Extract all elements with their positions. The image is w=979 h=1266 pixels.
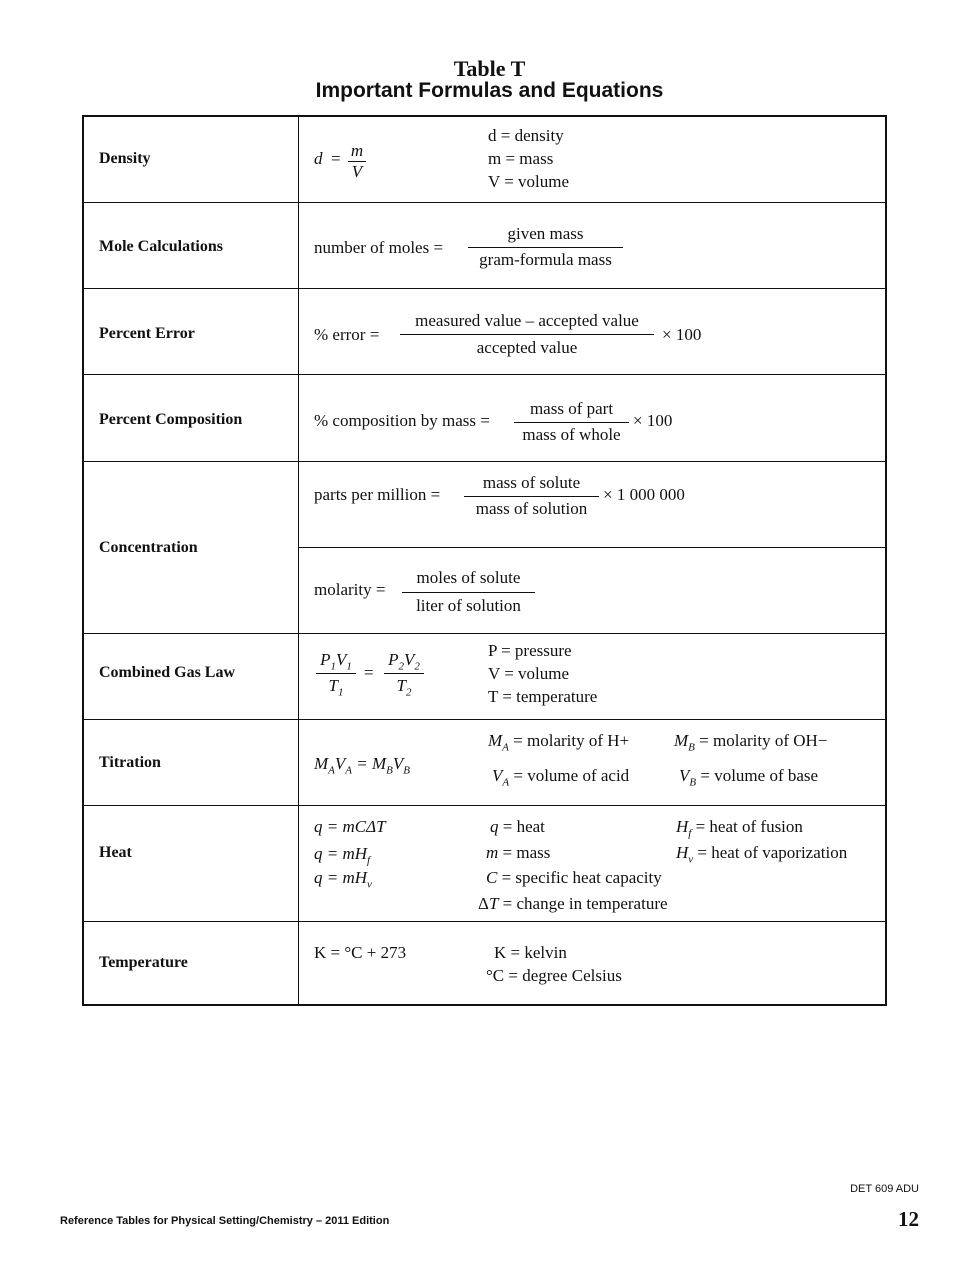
definition-dt: ΔT = change in temperature [478,894,668,913]
definition: T = temperature [488,687,598,706]
definition: d = density [488,126,564,145]
equals-sign: = [364,663,374,682]
formula-lhs: % error = [314,325,380,344]
definition-m: m = mass [486,843,551,862]
numerator: mass of solute [482,473,581,492]
formula-lhs: parts per million = [314,485,441,504]
denominator: mass of whole [522,425,621,444]
definition-va: $V_A$ = volume of acid [492,766,630,789]
symbol-d: d [314,149,323,168]
definition-vb: $V_B$ = volume of base [679,766,819,789]
denominator: liter of solution [416,596,521,615]
equals-sign: = [331,149,341,168]
gas-denominator-1: $T_1$ [328,676,344,699]
formula-lhs: number of moles = [314,238,444,257]
numerator: given mass [507,224,584,243]
titration-equation: $M_AV_A = M_BV_B$ [314,754,411,777]
definition-q: q = heat [490,817,545,836]
denominator: mass of solution [475,499,588,518]
row-label: Percent Error [99,325,195,342]
table-subtitle: Important Formulas and Equations [315,79,664,102]
definition: m = mass [488,149,554,168]
gas-denominator-2: $T_2$ [396,676,412,699]
numerator: measured value – accepted value [415,311,639,330]
row-label: Density [99,150,151,167]
multiplier: × 100 [662,325,702,344]
heat-equation: $q = mH_f$ [314,844,371,867]
definition: V = volume [488,172,570,191]
heat-equation: q = mCΔT [314,817,386,836]
row-label: Percent Composition [99,411,243,428]
denominator: accepted value [476,338,578,357]
row-label: Titration [99,754,161,771]
numerator: moles of solute [416,568,521,587]
temperature-equation: K = °C + 273 [314,943,407,962]
gas-numerator-2: $P_2V_2$ [388,650,420,673]
definition: °C = degree Celsius [486,966,622,985]
row-label: Heat [99,844,132,861]
row-label: Mole Calculations [99,238,223,255]
definition: P = pressure [488,641,572,660]
definition-c: C = specific heat capacity [486,868,662,887]
symbol-v: V [351,162,363,181]
definition-ma: $M_A$ = molarity of H+ [488,731,630,754]
row-label: Concentration [99,539,198,556]
symbol-m: m [350,141,364,160]
row-label: Combined Gas Law [99,664,236,681]
formula-lhs: % composition by mass = [314,411,490,430]
footer-title: Reference Tables for Physical Setting/Chemistry – 2011 Edition [60,1215,390,1227]
numerator: mass of part [529,399,614,418]
definition: V = volume [488,664,570,683]
multiplier: × 100 [633,411,673,430]
definition: K = kelvin [494,943,567,962]
page-number: 12 [898,1207,919,1231]
formulas-table [82,115,887,1006]
definition-hf: $H_f$ = heat of fusion [676,817,803,840]
gas-numerator-1: $P_1V_1$ [320,650,352,673]
row-label: Temperature [99,954,188,971]
document-code: DET 609 ADU [850,1183,919,1195]
multiplier: × 1 000 000 [603,485,685,504]
formula-lhs: molarity = [314,580,386,599]
definition-mb: $M_B$ = molarity of OH− [674,731,828,754]
table-title: Table T [453,56,526,81]
definition-hv: $H_v$ = heat of vaporization [676,843,848,866]
denominator: gram-formula mass [479,250,612,269]
heat-equation: $q = mH_v$ [314,868,372,891]
